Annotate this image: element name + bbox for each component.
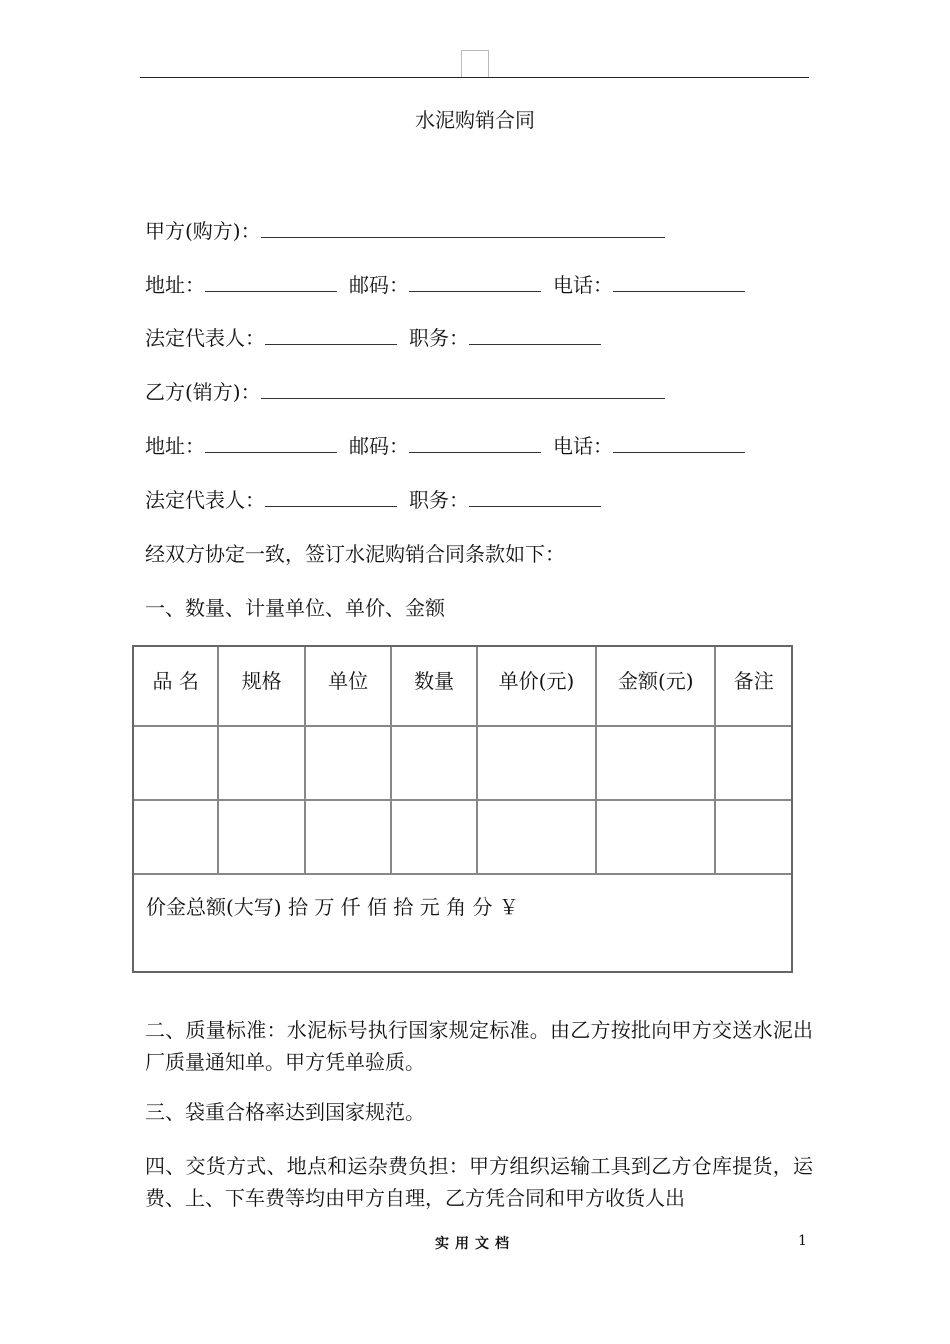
- header-product-name: 品 名: [134, 647, 219, 727]
- table-cell[interactable]: [597, 801, 716, 875]
- table-cell[interactable]: [597, 727, 716, 801]
- goods-table: [132, 645, 793, 973]
- party-a-name-line: [145, 215, 665, 244]
- document-title: 水泥购销合同: [415, 108, 535, 132]
- header-unit-price: 单价(元): [478, 647, 597, 727]
- footer-label: 实用文档: [435, 1236, 515, 1252]
- header-amount: 金额(元): [597, 647, 716, 727]
- section-2-text: 二、质量标准：水泥标号执行国家规定标准。由乙方按批向甲方交送水泥出厂质量通知单。甲方凭单验质。: [145, 1018, 813, 1074]
- header-spec: 规格: [219, 647, 305, 727]
- table-header-row: [134, 647, 791, 727]
- section-3-text: 三、袋重合格率达到国家规范。: [145, 1100, 425, 1124]
- party-a-address-blank[interactable]: [205, 273, 337, 292]
- table-row: [134, 801, 791, 875]
- section-4-text: 四、交货方式、地点和运杂费负担：甲方组织运输工具到乙方仓库提货，运费、上、下车费等均由甲方自理，乙方凭合同和甲方收货人出: [145, 1154, 813, 1210]
- page-number: 1: [798, 1233, 807, 1249]
- table-cell[interactable]: [306, 727, 392, 801]
- header-remarks: 备注: [716, 647, 791, 727]
- header-unit: 单位: [306, 647, 392, 727]
- party-b-address-blank[interactable]: [205, 434, 337, 453]
- party-b-address-label: 地址：: [145, 434, 205, 458]
- table-cell[interactable]: [478, 727, 597, 801]
- party-b-position-blank[interactable]: [469, 488, 601, 507]
- party-b-postcode-label: 邮码：: [349, 434, 409, 458]
- party-b-name-blank[interactable]: [261, 380, 665, 399]
- total-amount-cell[interactable]: 价金总额(大写) 拾 万 仟 佰 拾 元 角 分 ￥: [146, 895, 519, 919]
- party-a-rep-label: 法定代表人：: [145, 326, 265, 350]
- table-cell[interactable]: [716, 801, 791, 875]
- party-a-phone-label: 电话：: [553, 273, 613, 297]
- party-b-name-label: 乙方(销方)：: [145, 380, 261, 404]
- table-cell[interactable]: [134, 801, 219, 875]
- party-a-name-label: 甲方(购方)：: [145, 219, 261, 243]
- party-a-name-blank[interactable]: [261, 219, 665, 238]
- table-cell[interactable]: [219, 801, 305, 875]
- table-cell[interactable]: [219, 727, 305, 801]
- party-a-rep-line: [145, 322, 601, 351]
- party-b-rep-line: [145, 484, 601, 513]
- party-b-contact-line: [145, 430, 745, 459]
- party-a-position-label: 职务：: [409, 326, 469, 350]
- party-a-postcode-label: 邮码：: [349, 273, 409, 297]
- party-b-postcode-blank[interactable]: [409, 434, 541, 453]
- section-1-heading: 一、数量、计量单位、单价、金额: [145, 596, 445, 620]
- table-cell[interactable]: [716, 727, 791, 801]
- party-b-phone-blank[interactable]: [613, 434, 745, 453]
- party-b-phone-label: 电话：: [553, 434, 613, 458]
- table-cell[interactable]: [392, 801, 477, 875]
- party-b-position-label: 职务：: [409, 488, 469, 512]
- table-cell[interactable]: [392, 727, 477, 801]
- intro-text: 经双方协定一致，签订水泥购销合同条款如下：: [145, 542, 565, 566]
- party-a-contact-line: [145, 269, 745, 298]
- party-b-rep-blank[interactable]: [265, 488, 397, 507]
- table-row: [134, 727, 791, 801]
- party-a-postcode-blank[interactable]: [409, 273, 541, 292]
- party-a-position-blank[interactable]: [469, 326, 601, 345]
- header-rule: [140, 77, 809, 78]
- header-box: [461, 50, 489, 78]
- party-b-rep-label: 法定代表人：: [145, 488, 265, 512]
- party-b-name-line: [145, 376, 665, 405]
- party-a-phone-blank[interactable]: [613, 273, 745, 292]
- table-cell[interactable]: [306, 801, 392, 875]
- header-quantity: 数量: [392, 647, 477, 727]
- table-cell[interactable]: [134, 727, 219, 801]
- table-total-row: [134, 875, 791, 971]
- party-a-rep-blank[interactable]: [265, 326, 397, 345]
- table-cell[interactable]: [478, 801, 597, 875]
- party-a-address-label: 地址：: [145, 273, 205, 297]
